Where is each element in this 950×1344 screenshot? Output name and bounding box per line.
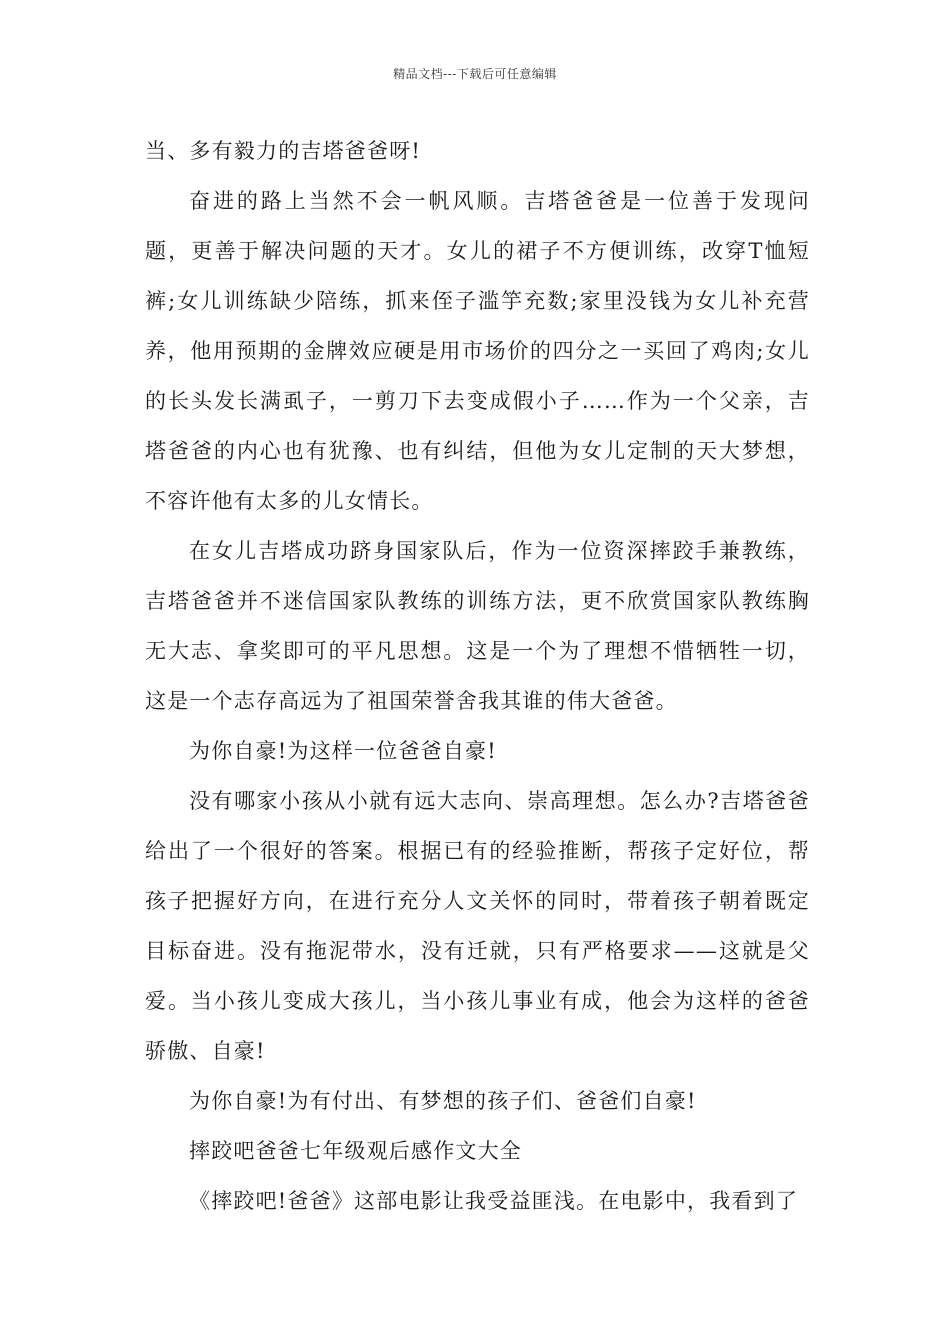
document-body <box>145 126 810 1226</box>
paragraph: 为你自豪!为有付出、有梦想的孩子们、爸爸们自豪! <box>189 1089 697 1113</box>
paragraph: 为你自豪!为这样一位爸爸自豪! <box>189 739 497 763</box>
paragraph: 《摔跤吧!爸爸》这部电影让我受益匪浅。在电影中，我看到了 <box>189 1189 799 1213</box>
section-heading: 摔跤吧爸爸七年级观后感作文大全 <box>189 1139 522 1163</box>
paragraph: 没有哪家小孩从小就有远大志向、崇高理想。怎么办?吉塔爸爸给出了一个很好的答案。根据已有的经验推断，帮孩子定好位，帮孩子把握好方向，在进行充分人文关怀的同时，带着孩子朝着既定目标奋进。没有拖泥带水，没有迁就，只有严格要求——这就是父爱。当小孩儿变成大孩儿，当小孩儿事业有成，他会为这样的爸爸骄傲、自豪! <box>145 789 810 1063</box>
paragraph: 当、多有毅力的吉塔爸爸呀! <box>145 139 422 163</box>
paragraph: 奋进的路上当然不会一帆风顺。吉塔爸爸是一位善于发现问题，更善于解决问题的天才。女儿的裙子不方便训练，改穿T恤短裤;女儿训练缺少陪练，抓来侄子滥竽充数;家里没钱为女儿补充营养，他用预期的金牌效应硬是用市场价的四分之一买回了鸡肉;女儿的长头发长满虱子，一剪刀下去变成假小子……作为一个父亲，吉塔爸爸的内心也有犹豫、也有纠结，但他为女儿定制的天大梦想，不容许他有太多的儿女情长。 <box>145 189 810 513</box>
page-header: 精品文档---下载后可任意编辑 <box>393 67 557 81</box>
paragraph: 在女儿吉塔成功跻身国家队后，作为一位资深摔跤手兼教练，吉塔爸爸并不迷信国家队教练的训练方法，更不欣赏国家队教练胸无大志、拿奖即可的平凡思想。这是一个为了理想不惜牺牲一切，这是一个志存高远为了祖国荣誉舍我其谁的伟大爸爸。 <box>145 539 810 713</box>
